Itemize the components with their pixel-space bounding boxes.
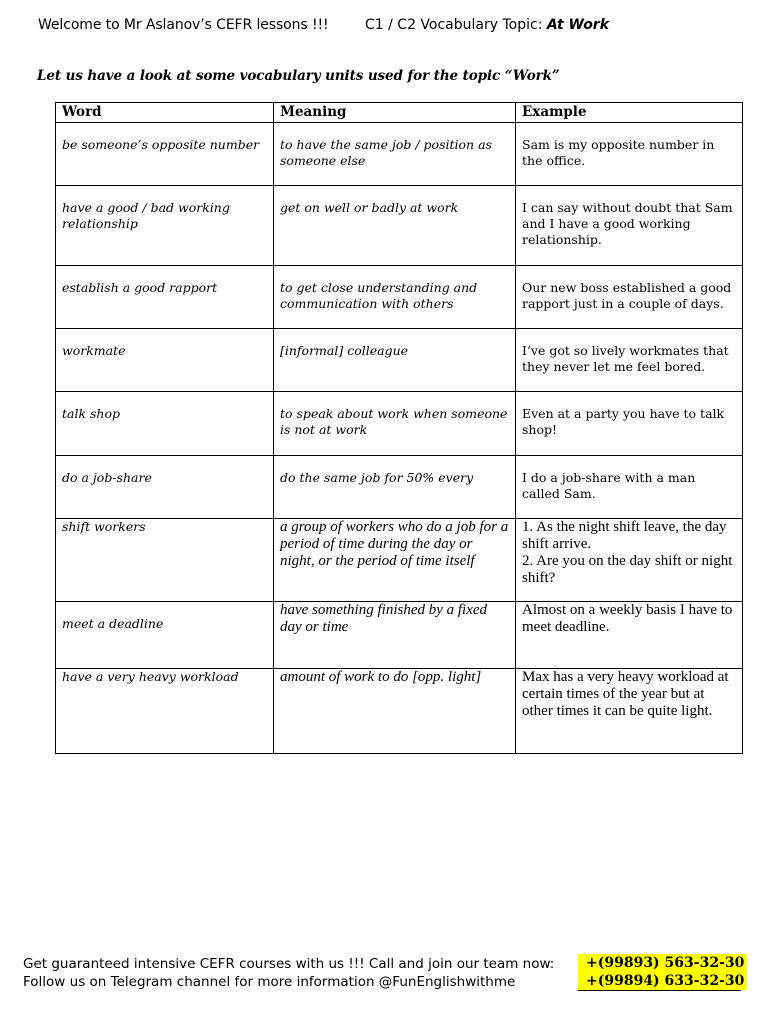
meaning-cell: have something finished by a fixed day or time [280, 602, 488, 635]
example-cell: I do a job-share with a man called Sam. [522, 470, 696, 501]
footer-phones [578, 954, 747, 990]
table-row [56, 602, 743, 669]
meaning-cell: do the same job for 50% every [280, 470, 474, 485]
intro-text: Let us have a look at some vocabulary units used for the topic “Work” [37, 68, 560, 84]
table-row [56, 669, 743, 754]
meaning-cell: [informal] colleague [280, 343, 409, 358]
example-cell: Almost on a weekly basis I have to meet deadline. [522, 602, 733, 635]
example-cell: Our new boss established a good rapport just in a couple of days. [522, 280, 732, 311]
table-row [56, 266, 743, 329]
column-header-meaning: Meaning [274, 103, 516, 123]
meaning-cell: get on well or badly at work [280, 200, 459, 215]
word-cell: have a very heavy workload [62, 669, 239, 684]
column-header-word: Word [56, 103, 274, 123]
example-cell: Max has a very heavy workload at certain times of the year but at other times it can be quite light. [522, 669, 729, 719]
phone-number: +(99893) 563-32-30 [578, 954, 747, 972]
table-row [56, 519, 743, 602]
table-row [56, 329, 743, 392]
footer-promo [23, 955, 554, 991]
example-cell: 1. As the night shift leave, the day shift arrive. [522, 519, 727, 552]
word-cell: establish a good rapport [62, 280, 218, 295]
word-cell: workmate [62, 343, 126, 358]
word-cell: do a job-share [62, 470, 152, 485]
footer-telegram-text: Follow us on Telegram channel for more information @FunEnglishwithme [23, 974, 516, 990]
table-row [56, 392, 743, 456]
meaning-cell: to speak about work when someone is not at work [280, 406, 508, 437]
table-header-row [56, 103, 743, 123]
header-topic [365, 17, 609, 33]
header-welcome: Welcome to Mr Aslanov’s CEFR lessons !!! [38, 17, 329, 33]
table-row [56, 186, 743, 266]
word-cell: be someone’s opposite number [62, 137, 260, 152]
meaning-cell: to have the same job / position as someone else [280, 137, 492, 168]
phone-number: +(99894) 633-32-30 [578, 972, 747, 990]
example-cell: I’ve got so lively workmates that they never let me feel bored. [522, 343, 729, 374]
column-header-example: Example [516, 103, 743, 123]
word-cell: have a good / bad working relationship [62, 200, 230, 231]
table-row [56, 123, 743, 186]
example-cell: 2. Are you on the day shift or night shift? [522, 553, 733, 586]
header-level: C1 / C2 Vocabulary Topic: [365, 17, 547, 33]
meaning-cell: amount of work to do [opp. light] [280, 669, 482, 685]
table-row [56, 456, 743, 519]
example-cell: Even at a party you have to talk shop! [522, 406, 725, 437]
word-cell: talk shop [62, 406, 121, 421]
meaning-cell: to get close understanding and communication with others [280, 280, 478, 311]
header-topic-name: At Work [546, 17, 610, 33]
word-cell: shift workers [62, 519, 146, 534]
phone-underline [578, 990, 741, 991]
vocabulary-table [55, 102, 743, 754]
example-cell: I can say without doubt that Sam and I have a good working relationship. [522, 200, 733, 247]
footer-courses-text: Get guaranteed intensive CEFR courses with us !!! Call and join our team now: [23, 956, 555, 972]
example-cell: Sam is my opposite number in the office. [522, 137, 715, 168]
word-cell: meet a deadline [62, 616, 164, 631]
meaning-cell: a group of workers who do a job for a period of time during the day or night, or the period of time itself [280, 519, 509, 569]
